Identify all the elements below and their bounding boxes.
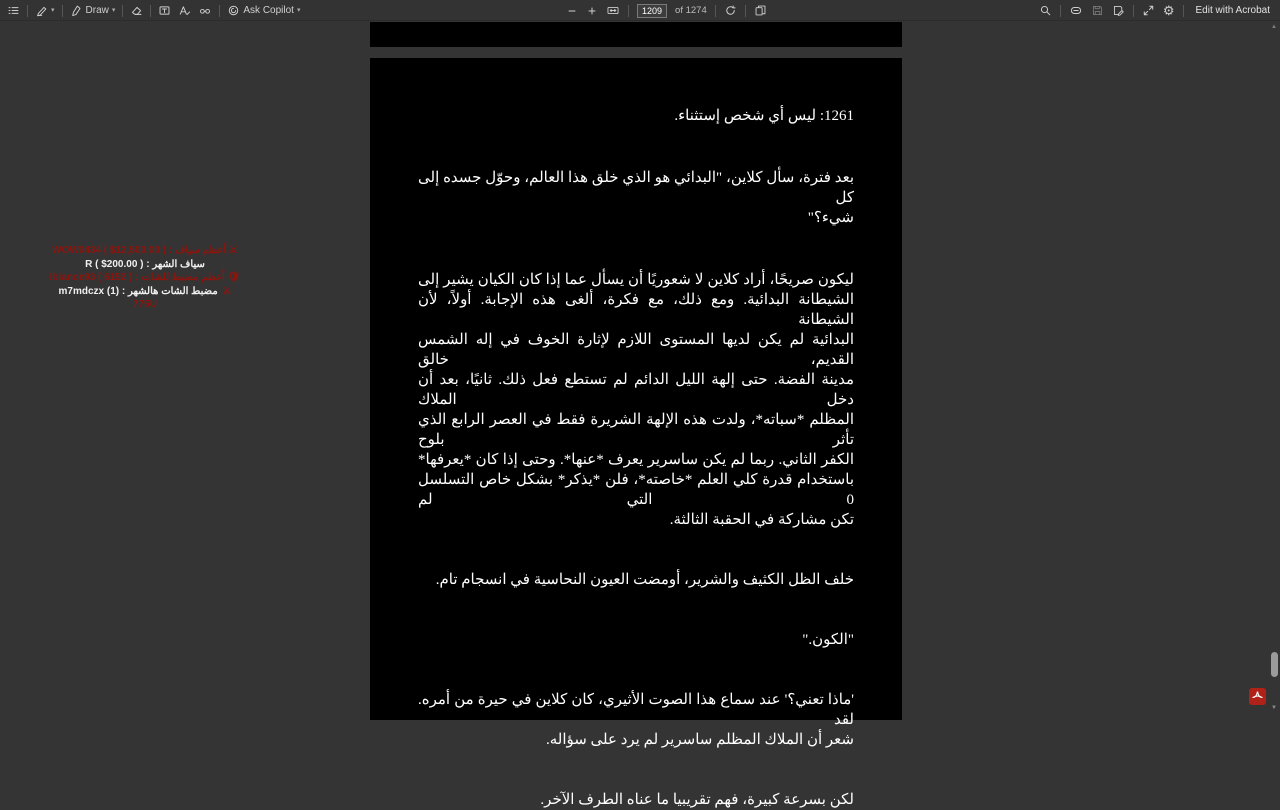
donation-overlay [46, 244, 244, 312]
edit-with-acrobat-button[interactable]: Edit with Acrobat [1195, 5, 1270, 16]
toolbar-left-group [7, 0, 300, 21]
toolbar-center-group [566, 0, 767, 21]
doc-paragraph [418, 690, 854, 750]
text-box-icon [158, 4, 171, 17]
scroll-up-button[interactable]: ▲ [1271, 24, 1277, 30]
read-aloud-button[interactable] [198, 4, 212, 17]
highlighter-icon [35, 4, 48, 17]
settings-button[interactable] [1163, 4, 1175, 17]
pdf-page-previous-bottom [370, 22, 902, 47]
toolbar-divider [715, 5, 716, 17]
search-icon [1039, 4, 1052, 17]
toolbar-right-group [1039, 0, 1274, 21]
page-view-button[interactable] [754, 4, 767, 17]
highlight-button[interactable] [35, 4, 55, 17]
toolbar-divider [27, 5, 28, 17]
overlay-top-moderator-line: 🛡 أعظم مضبط للشات : Ibiance93 ( 6152 ) [49, 272, 241, 283]
doc-line: شيء؟" [807, 210, 854, 226]
toolbar-divider [1133, 5, 1134, 17]
doc-line: الكفر الثاني. ربما لم يكن ساسرير يعرف *عنها*. وحتى إذا كان *يعرفها* [418, 452, 854, 468]
save-as-icon [1112, 4, 1125, 17]
overlay-month-donor-line: سياف الشهر : R ( $200.00 ) [85, 258, 205, 270]
page-count-label: of 1274 [675, 5, 707, 16]
doc-line: 'ماذا تعني؟' عند سماع هذا الصوت الأثيري، كان كلاين في حيرة من أمره. لقد [418, 692, 854, 728]
toolbar-divider [628, 5, 629, 17]
overlay-top-donor-line: ⚔ أعظم سياف : WOW0434 ( $12,500.00 ) [52, 245, 238, 256]
zoom-in-button[interactable] [586, 5, 598, 17]
doc-paragraph [418, 570, 854, 590]
eraser-button[interactable] [130, 4, 143, 17]
eraser-icon [130, 4, 143, 17]
toolbar-divider [745, 5, 746, 17]
ask-copilot-label: Ask Copilot [243, 5, 294, 16]
zoom-out-button[interactable] [566, 5, 578, 17]
overlay-red-fragment: 775U [133, 299, 157, 310]
table-of-contents-icon [7, 4, 20, 17]
doc-line: "الكون." [802, 632, 854, 648]
minus-icon [566, 5, 578, 17]
doc-line: تكن مشاركة في الحقبة الثالثة. [669, 512, 854, 528]
print-icon [1069, 4, 1083, 17]
draw-button-label: Draw [85, 5, 109, 16]
table-of-contents-button[interactable] [7, 4, 20, 17]
scrollbar-thumb[interactable] [1271, 652, 1278, 677]
two-page-view-icon [754, 4, 767, 17]
draw-pen-icon [70, 4, 83, 17]
print-button[interactable] [1069, 4, 1083, 17]
doc-line: لكن بسرعة كبيرة، فهم تقريبيا ما عناه الطرف الآخر. [540, 792, 854, 808]
fit-to-width-button[interactable] [606, 4, 620, 17]
ask-copilot-button[interactable] [227, 4, 300, 17]
plus-icon [586, 5, 598, 17]
toolbar-divider [150, 5, 151, 17]
fullscreen-button[interactable] [1142, 4, 1155, 17]
document-text [370, 58, 902, 810]
chevron-down-icon: ▾ [51, 7, 55, 14]
add-text-icon [178, 4, 191, 17]
doc-line: بعد فترة، سأل كلاين، "البدائي هو الذي خلق هذا العالم، وحوّل جسده إلى كل [418, 170, 854, 206]
page-number-input[interactable]: 1209 [637, 4, 667, 18]
text-box-button[interactable] [158, 4, 171, 17]
doc-line: ليكون صريحًا، أراد كلاين لا شعوريًا أن يسأل عما إذا كان الكيان يشير إلى [418, 272, 854, 288]
doc-line: البدائية لم يكن لديها المستوى اللازم لإثارة الخوف في إله الشمس القديم، خالق [418, 332, 854, 368]
pdf-page-current [370, 58, 902, 808]
toolbar-divider [62, 5, 63, 17]
doc-line: الشيطانة البدائية. ومع ذلك، مع فكرة، ألغى هذه الإجابة. أولاً، لأن الشيطانة [418, 292, 854, 328]
doc-line: باستخدام قدرة كلي العلم *خاصته*، فلن *يذكر* بشكل خاص التسلسل 0 التي لم [418, 472, 854, 508]
doc-paragraph [418, 630, 854, 650]
acrobat-fab-button[interactable] [1249, 688, 1266, 705]
overlay-red-badge: ⚔ [222, 285, 232, 297]
search-button[interactable] [1039, 4, 1052, 17]
toolbar-divider [122, 5, 123, 17]
doc-paragraph [418, 790, 854, 810]
chapter-title: 1261: ليس أي شخص إستثناء. [674, 108, 854, 124]
toolbar-divider [219, 5, 220, 17]
rotate-icon [724, 4, 737, 17]
chevron-down-icon: ▾ [296, 7, 301, 14]
doc-line: شعر أن الملاك المظلم ساسرير لم يرد على سؤاله. [545, 732, 854, 748]
pdf-toolbar [0, 0, 1280, 21]
chevron-down-icon: ▾ [111, 7, 116, 14]
copilot-icon [227, 4, 240, 17]
doc-paragraph [418, 270, 854, 530]
doc-line: المظلم *سباته*، ولدت هذه الإلهة الشريرة فقط في العصر الرابع الذي تأثر بلوح [418, 412, 854, 448]
scroll-down-button[interactable]: ▼ [1271, 705, 1277, 711]
save-icon [1091, 4, 1104, 17]
draw-button[interactable] [70, 4, 116, 17]
doc-paragraph [418, 168, 854, 228]
fullscreen-icon [1142, 4, 1155, 17]
overlay-month-moderator-line [46, 285, 244, 312]
doc-line: مدينة الفضة. حتى إلهة الليل الدائم لم تستطع فعل ذلك. ثانيًا، بعد أن دخل الملاك [418, 372, 854, 408]
save-button [1091, 4, 1104, 17]
acrobat-logo-icon [1251, 688, 1264, 706]
overlay-month-moderator-text: مضبط الشات هالشهر : m7mdczx (1) [58, 285, 218, 297]
read-aloud-icon [198, 4, 212, 17]
save-as-button[interactable] [1112, 4, 1125, 17]
doc-line: خلف الظل الكثيف والشرير، أومضت العيون النحاسية في انسجام تام. [435, 572, 854, 588]
fit-to-width-icon [606, 4, 620, 17]
gear-icon: ⚙ [1162, 3, 1175, 18]
toolbar-divider [1183, 5, 1184, 17]
add-text-button[interactable] [178, 4, 191, 17]
toolbar-divider [1060, 5, 1061, 17]
rotate-button[interactable] [724, 4, 737, 17]
